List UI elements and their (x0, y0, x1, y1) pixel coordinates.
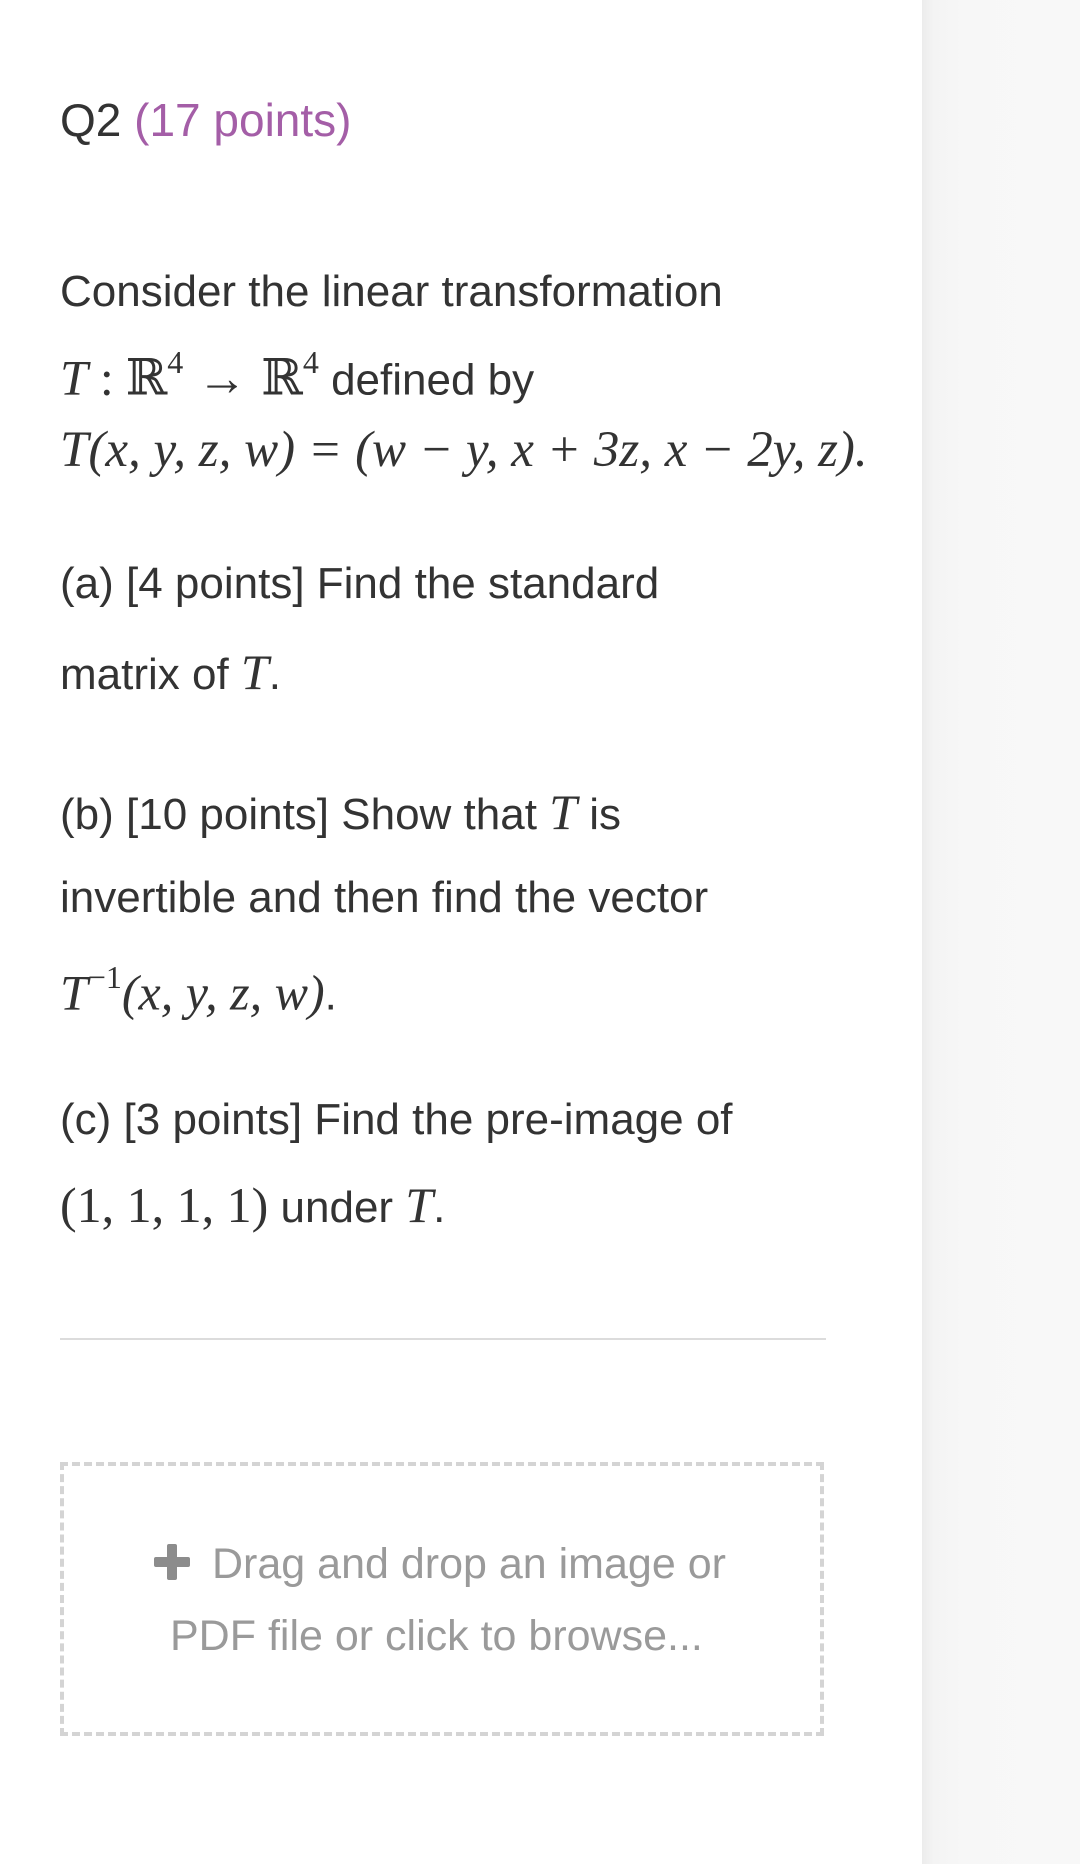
preimage-vector: (1, 1, 1, 1) (60, 1177, 269, 1233)
file-upload-dropzone[interactable] (60, 1462, 824, 1736)
part-c-period: . (433, 1183, 446, 1232)
upload-prompt-line-2: PDF file or click to browse... (170, 1612, 703, 1660)
prompt-intro: Consider the linear transformation (60, 267, 723, 316)
part-b-text: (b) [10 points] Show that (60, 790, 550, 839)
part-c-line-2 (60, 1172, 445, 1241)
section-divider (60, 1338, 826, 1340)
question-points: (17 points) (134, 94, 352, 146)
part-a-line-1: (a) [4 points] Find the standard (60, 559, 660, 608)
arrow-symbol: → (197, 349, 248, 406)
part-c-symbol: T (405, 1177, 434, 1233)
part-b-text-end: is (576, 790, 621, 839)
part-b-line-3 (60, 950, 337, 1029)
inverse-exponent: −1 (87, 959, 122, 995)
part-a-text: matrix of (60, 650, 241, 699)
page-gutter (922, 0, 1080, 1864)
question-label: Q2 (60, 94, 122, 146)
part-b-line-1 (60, 780, 621, 847)
part-b-symbol: T (549, 784, 577, 840)
part-a-line-2 (60, 640, 281, 707)
upload-prompt-line-1 (152, 1536, 726, 1592)
defined-by-text: defined by (318, 355, 535, 405)
codomain-symbol: ℝ (261, 348, 303, 407)
part-b-period: . (324, 970, 337, 1020)
inverse-arguments: (x, y, z, w) (121, 964, 325, 1021)
question-title (60, 92, 352, 148)
upload-text-1: Drag and drop an image or (212, 1540, 726, 1588)
map-symbol: T (60, 349, 88, 406)
part-a-period: . (268, 650, 281, 699)
map-colon: : (99, 349, 114, 406)
inverse-symbol: T (60, 964, 88, 1021)
prompt-mapping (60, 336, 534, 413)
plus-icon (152, 1542, 192, 1582)
codomain-exponent: 4 (302, 344, 319, 380)
part-b-line-2: invertible and then find the vector (60, 873, 709, 922)
transformation-definition: T(x, y, z, w) = (w − y, x + 3z, x − 2y, z). (60, 422, 868, 478)
part-a-symbol: T (240, 644, 269, 700)
part-c-text: under (268, 1183, 406, 1232)
domain-exponent: 4 (167, 344, 184, 380)
domain-symbol: ℝ (125, 348, 168, 407)
part-c-line-1: (c) [3 points] Find the pre-image of (60, 1095, 733, 1144)
